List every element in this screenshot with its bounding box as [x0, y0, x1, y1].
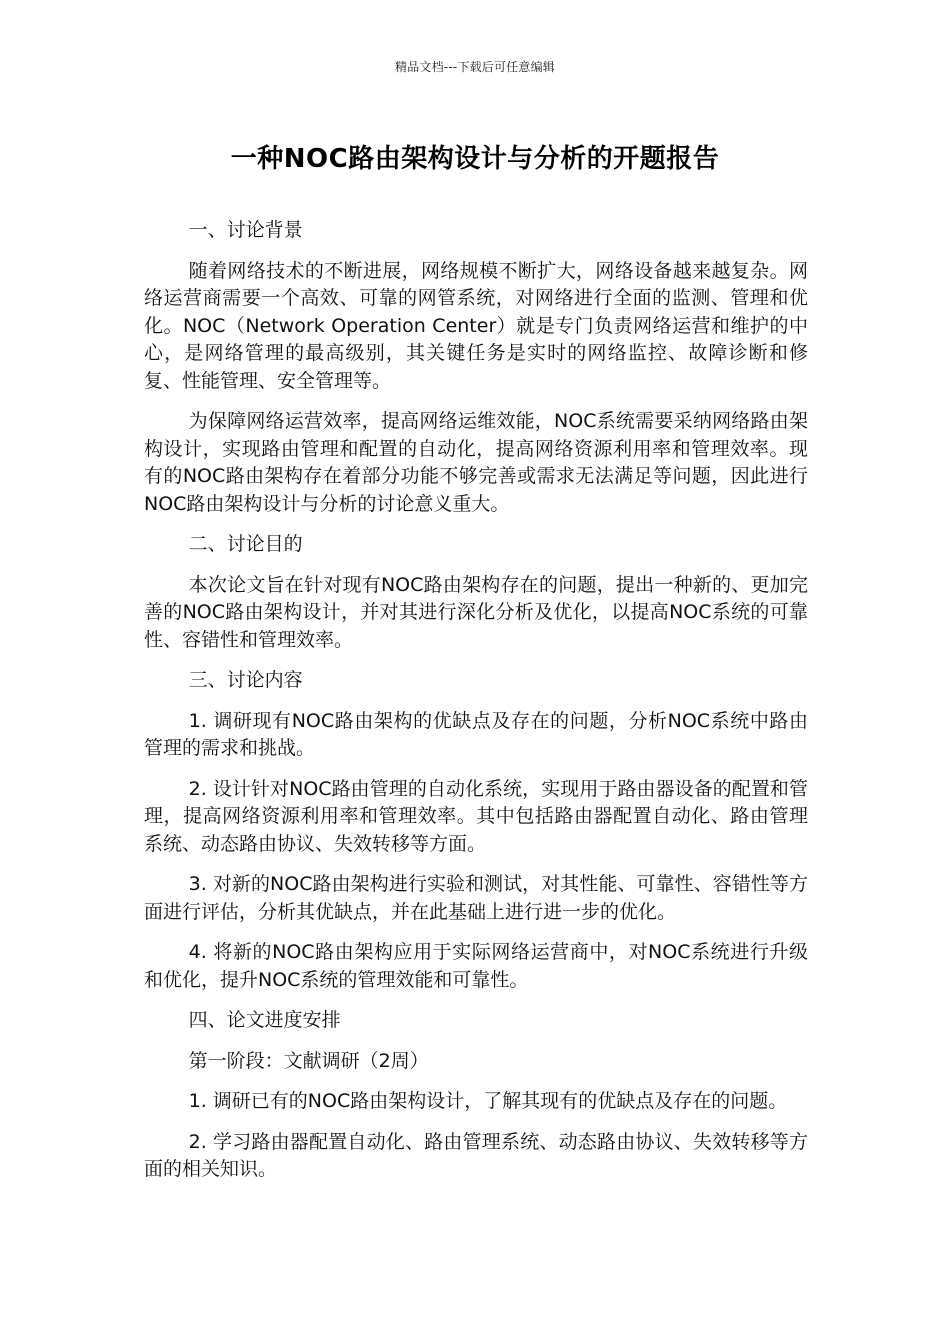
section-heading-purpose: 二、讨论目的	[188, 533, 303, 555]
paragraph-purpose: 本次论文旨在针对现有NOC路由架构存在的问题，提出一种新的、更加完善的NOC路由架构设计，并对其进行深化分析及优化，以提高NOC系统的可靠性、容错性和管理效率。	[144, 573, 808, 651]
schedule-phase-1-item-2: 2. 学习路由器配置自动化、路由管理系统、动态路由协议、失效转移等方面的相关知识。	[144, 1130, 808, 1180]
content-item-3: 3. 对新的NOC路由架构进行实验和测试，对其性能、可靠性、容错性等方面进行评估，分析其优缺点，并在此基础上进行进一步的优化。	[144, 873, 808, 923]
content-item-4: 4. 将新的NOC路由架构应用于实际网络运营商中，对NOC系统进行升级和优化，提升NOC系统的管理效能和可靠性。	[144, 941, 808, 991]
document-title: 一种NOC路由架构设计与分析的开题报告	[230, 144, 720, 174]
section-heading-content: 三、讨论内容	[188, 669, 303, 691]
paragraph-background-1: 随着网络技术的不断进展，网络规模不断扩大，网络设备越来越复杂。网络运营商需要一个高效、可靠的网管系统，对网络进行全面的监测、管理和优化。NOC（Network Operation Center）就是专门负责网络运营和维护的中心，是网络管理的最高级别，其关键任务是实时的网络监控、故障诊断和修复、性能管理、安全管理等。	[144, 259, 808, 392]
schedule-phase-1-heading: 第一阶段：文献调研（2周）	[188, 1049, 429, 1072]
content-item-2: 2. 设计针对NOC路由管理的自动化系统，实现用于路由器设备的配置和管理，提高网络资源利用率和管理效率。其中包括路由器配置自动化、路由管理系统、动态路由协议、失效转移等方面。	[144, 777, 808, 855]
schedule-phase-1-item-1: 1. 调研已有的NOC路由架构设计，了解其现有的优缺点及存在的问题。	[188, 1090, 788, 1112]
section-heading-schedule: 四、论文进度安排	[188, 1009, 341, 1031]
document-body	[144, 217, 808, 1197]
content-item-1: 1. 调研现有NOC路由架构的优缺点及存在的问题，分析NOC系统中路由管理的需求和挑战。	[144, 709, 808, 759]
section-heading-background: 一、讨论背景	[188, 219, 303, 241]
paragraph-background-2: 为保障网络运营效率，提高网络运维效能，NOC系统需要采纳网络路由架构设计，实现路由管理和配置的自动化，提高网络资源利用率和管理效率。现有的NOC路由架构存在着部分功能不够完善或需求无法满足等问题，因此进行NOC路由架构设计与分析的讨论意义重大。	[144, 410, 808, 515]
page-header-watermark: 精品文档---下载后可任意编辑	[395, 60, 555, 74]
